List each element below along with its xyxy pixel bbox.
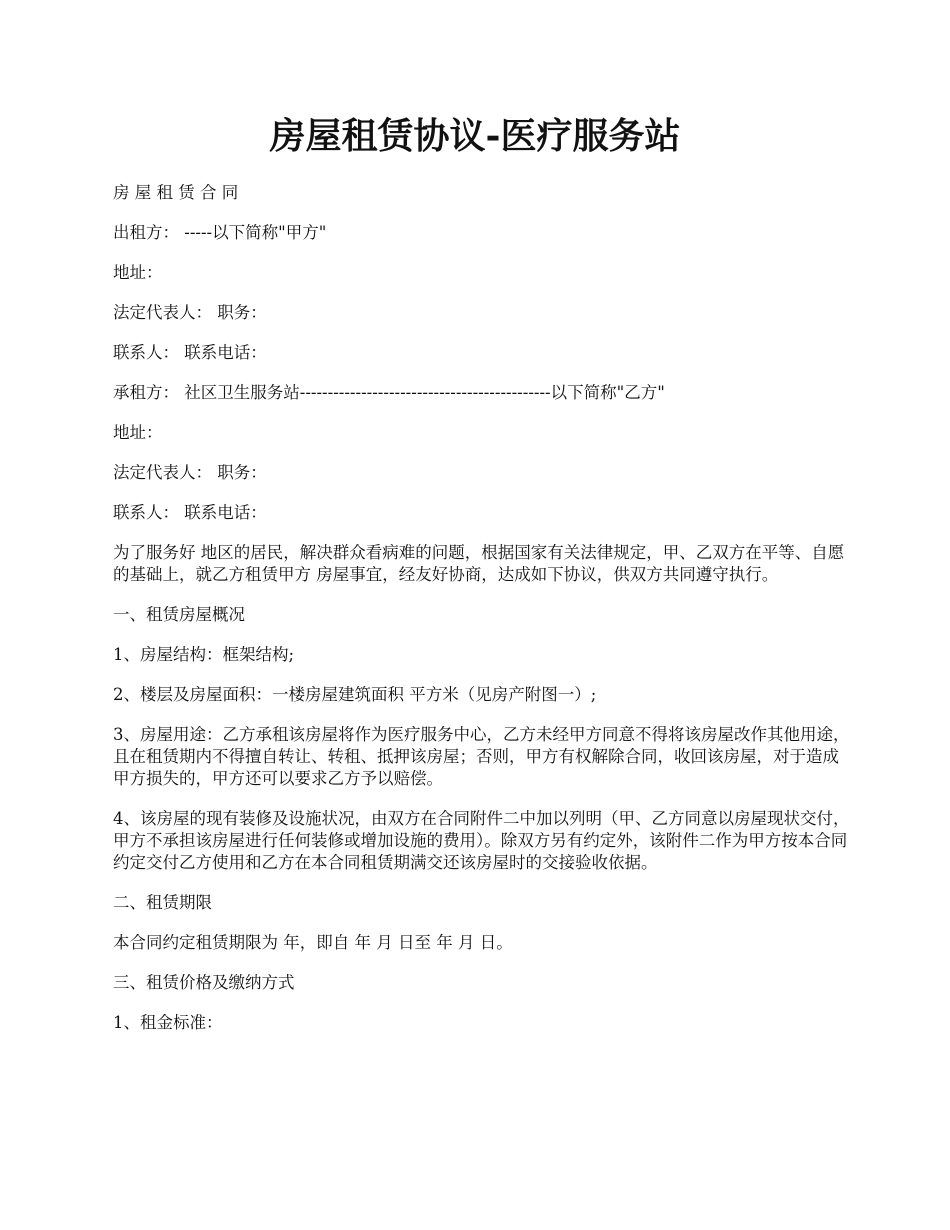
- preamble-paragraph: 为了服务好 地区的居民，解决群众看病难的问题，根据国家有关法律规定，甲、乙双方在平等、自愿的基础上，就乙方租赁甲方 房屋事宜，经友好协商，达成如下协议，供双方共同遵守执行。: [113, 543, 845, 584]
- document-title: 房屋租赁协议-医疗服务站: [269, 115, 681, 157]
- lessor-address: 地址：: [113, 263, 163, 282]
- lessor-contact: 联系人： 联系电话：: [113, 343, 267, 362]
- contract-heading: 房 屋 租 赁 合 同: [113, 183, 239, 202]
- clause-1-4: 4、该房屋的现有装修及设施状况，由双方在合同附件二中加以列明（甲、乙方同意以房屋现状交付，甲方不承担该房屋进行任何装修或增加设施的费用）。除双方另有约定外，该附件二作为甲方按本合同约定交付乙方使用和乙方在本合同租赁期满交还该房屋时的交接验收依据。: [113, 809, 850, 872]
- lessee-representative: 法定代表人： 职务：: [113, 463, 267, 482]
- section-heading-3: 三、租赁价格及缴纳方式: [113, 973, 295, 992]
- clause-1-2: 2、楼层及房屋面积：一楼房屋建筑面积 平方米（见房产附图一）;: [113, 685, 597, 704]
- document-body: [113, 182, 853, 1052]
- lessee-contact: 联系人： 联系电话：: [113, 503, 267, 522]
- lessor-representative: 法定代表人： 职务：: [113, 303, 267, 322]
- lessee-address: 地址：: [113, 423, 163, 442]
- section-heading-2: 二、租赁期限: [113, 893, 212, 912]
- clause-3-1: 1、租金标准：: [113, 1013, 223, 1032]
- lease-term-paragraph: 本合同约定租赁期限为 年，即自 年 月 日至 年 月 日。: [113, 933, 513, 952]
- clause-1-3: 3、房屋用途：乙方承租该房屋将作为医疗服务中心，乙方未经甲方同意不得将该房屋改作其他用途，且在租赁期内不得擅自转让、转租、抵押该房屋；否则，甲方有权解除合同，收回该房屋，对于造成甲方损失的，甲方还可以要求乙方予以赔偿。: [113, 725, 850, 788]
- lessor-line: 出租方： -----以下简称"甲方": [113, 223, 327, 242]
- section-heading-1: 一、租赁房屋概况: [113, 605, 245, 624]
- clause-1-1: 1、房屋结构：框架结构;: [113, 645, 295, 664]
- lessee-line: 承租方： 社区卫生服务站---------------------------------------------以下简称"乙方": [113, 383, 665, 402]
